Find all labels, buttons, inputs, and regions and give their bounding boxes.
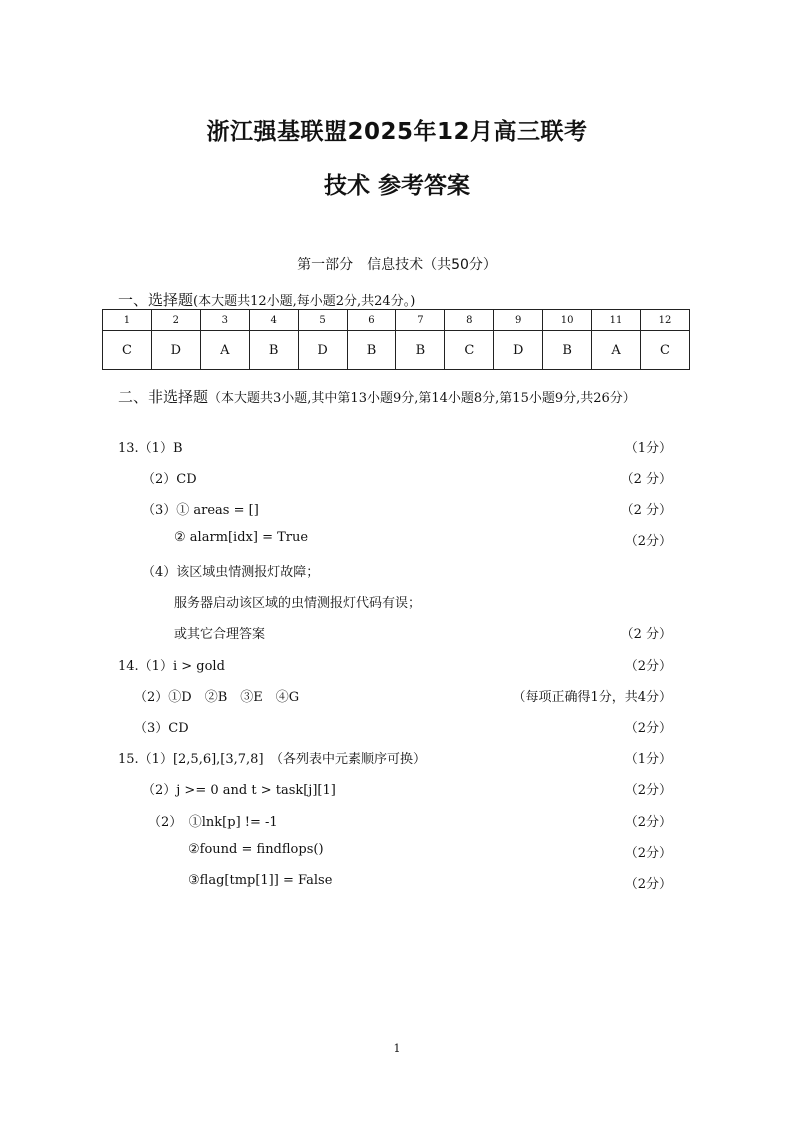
answer-cell: B [249,331,298,370]
question-number: 4 [249,310,298,331]
q14-line-3: （3）CD [134,721,189,736]
q13-line-5: （4）该区域虫情测报灯故障； [142,565,320,580]
answer-cell: A [592,331,641,370]
q15-score-1: （1分） [624,752,672,767]
answer-cell: B [543,331,592,370]
question-number: 1 [103,310,152,331]
q14-score-1: （2分） [624,659,672,674]
q13-line-3: （3）① areas = [] [142,503,259,518]
q15-line-2: （2）j >= 0 and t > task[j][1] [142,783,336,798]
question-number: 8 [445,310,494,331]
q13-score-4: （2分） [624,534,672,549]
q13-line-2: （2）CD [142,472,197,487]
q15-score-4: （2分） [624,846,672,861]
part-heading: 第一部分 信息技术（共50分） [297,257,497,273]
q13-score-1: （1分） [624,441,672,456]
document-title: 浙江强基联盟2025年12月高三联考 [206,119,588,145]
question-number: 6 [347,310,396,331]
answer-cell: C [445,331,494,370]
question-number: 12 [640,310,689,331]
q14-score-3: （2分） [624,721,672,736]
q13-line-6: 服务器启动该区域的虫情测报灯代码有误； [174,596,422,611]
answer-cell: B [347,331,396,370]
question-number: 3 [200,310,249,331]
q13-line-4: ② alarm[idx] = True [174,530,309,545]
section2-note: （本大题共3小题,其中第13小题9分,第14小题8分,第15小题9分,共26分） [208,391,636,406]
answer-cell: C [103,331,152,370]
q13-score-2: （2 分） [620,472,672,487]
question-number: 5 [298,310,347,331]
answer-cell: B [396,331,445,370]
q13-line-7: 或其它合理答案 [174,627,266,642]
q13-score-3: （2 分） [620,503,672,518]
q13-line-1: 13.（1）B [118,441,183,456]
q14-line-1: 14.（1）i > gold [118,659,225,674]
q15-score-2: （2分） [624,783,672,798]
q14-score-2: （每项正确得1分，共4分） [512,690,672,705]
q15-line-3: （2） ①lnk[p] != -1 [148,815,278,830]
question-number: 9 [494,310,543,331]
q15-line-1: 15.（1）[2,5,6],[3,7,8] （各列表中元素顺序可换） [118,752,427,767]
q15-score-3: （2分） [624,815,672,830]
section2-heading-block [118,386,676,410]
answer-cell: C [640,331,689,370]
q15-line-5: ③flag[tmp[1]] = False [188,873,333,888]
q13-score-7: （2 分） [620,627,672,642]
answer-cell: D [494,331,543,370]
question-number: 10 [543,310,592,331]
answer-cell: D [151,331,200,370]
answer-value-row [103,331,690,370]
q15-score-5: （2分） [624,877,672,892]
document-subtitle: 技术 参考答案 [323,173,470,199]
section1-heading-line [118,289,415,310]
q15-line-4: ②found = findflops() [188,842,324,857]
section2-heading: 二、非选择题 [118,388,209,406]
page-number: 1 [393,1042,401,1055]
section1-note: (本大题共12小题,每小题2分,共24分。) [193,294,416,309]
question-number: 11 [592,310,641,331]
section1-heading: 一、选择题 [118,291,194,309]
answer-number-row [103,310,690,331]
answer-cell: D [298,331,347,370]
answer-cell: A [200,331,249,370]
answer-table [102,309,690,370]
question-number: 7 [396,310,445,331]
q14-line-2: （2）①D ②B ③E ④G [134,690,300,705]
question-number: 2 [151,310,200,331]
